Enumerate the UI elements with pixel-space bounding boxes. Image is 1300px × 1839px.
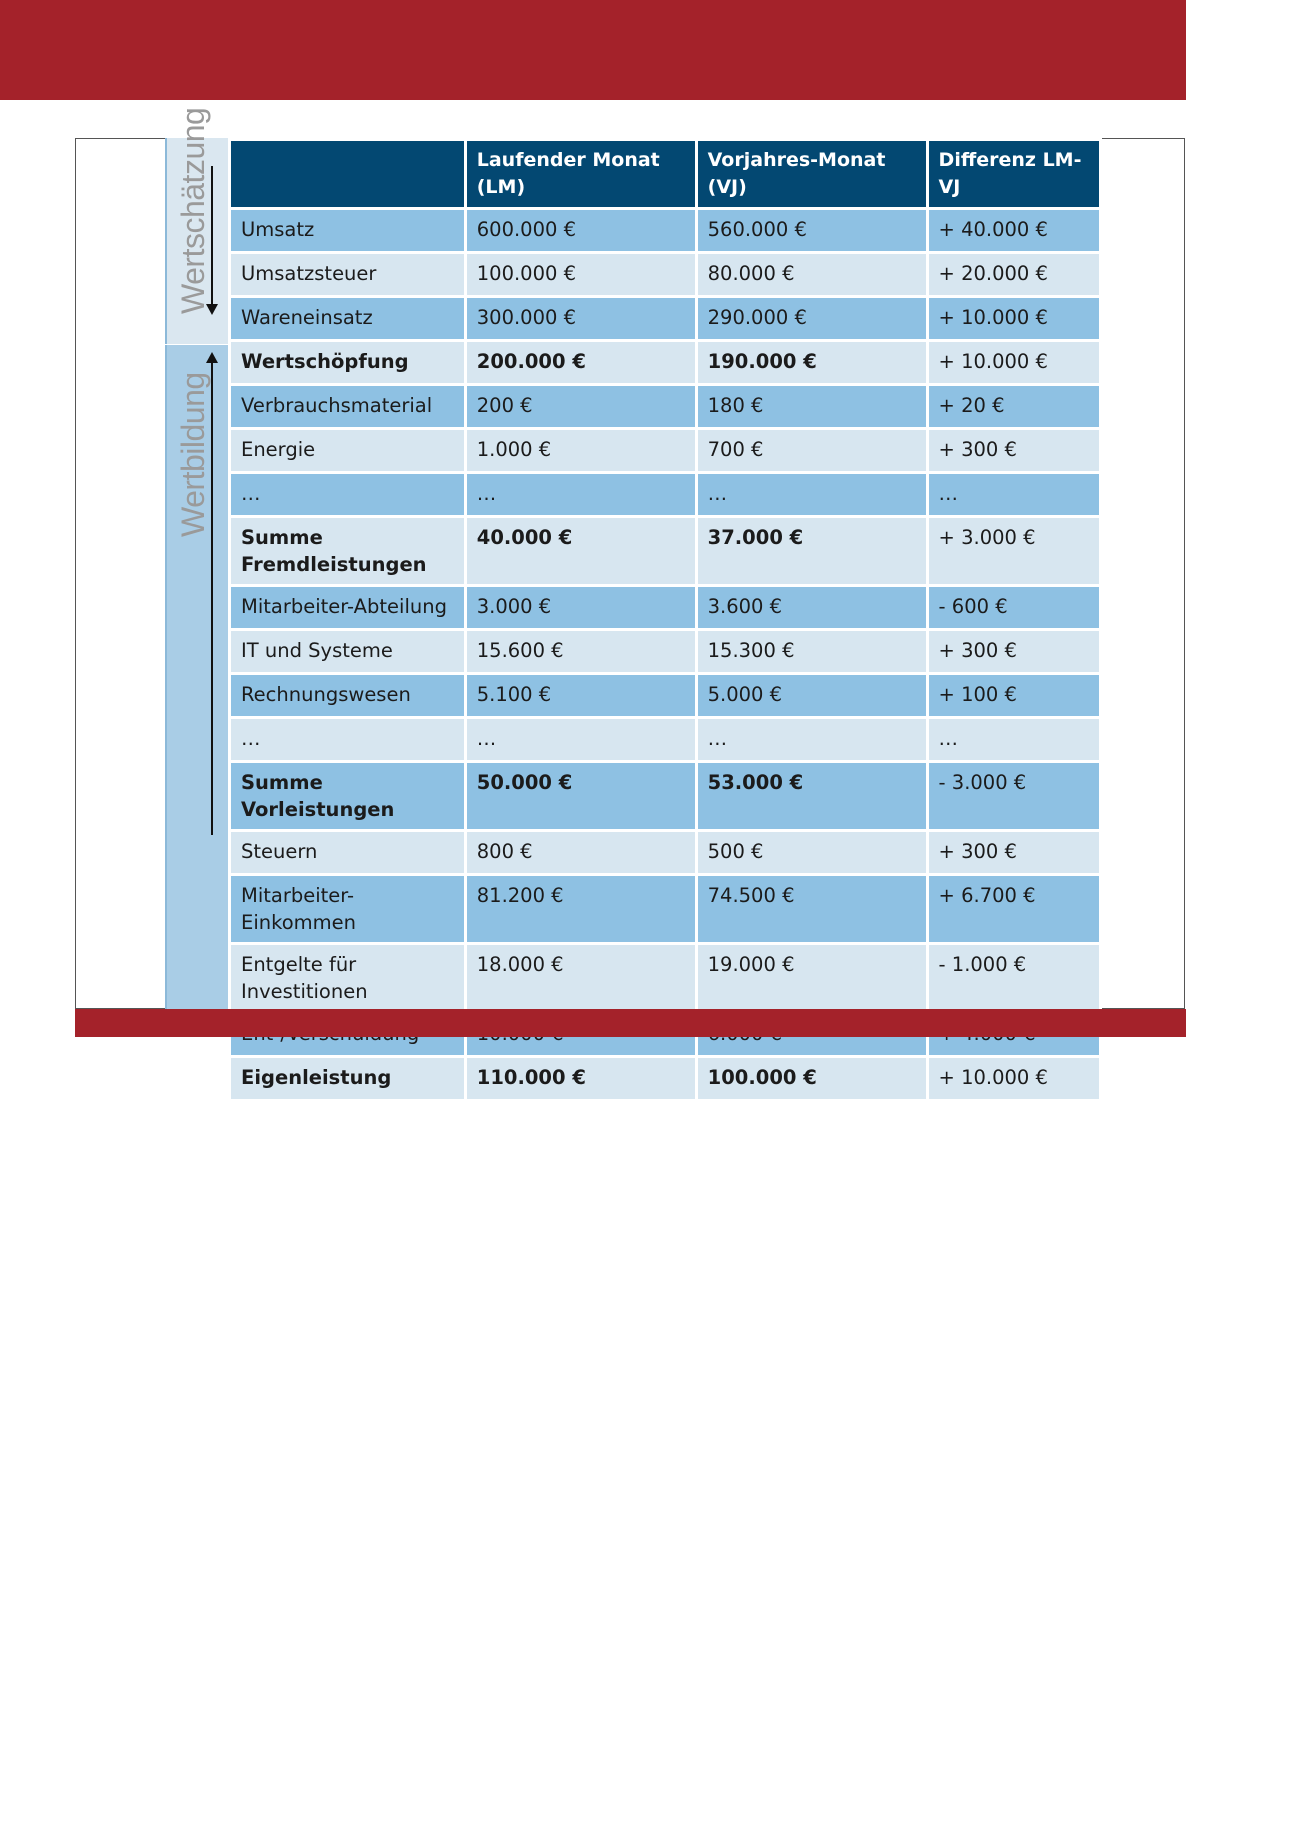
side-label-wertschaetzung: Wertschätzung xyxy=(175,107,211,314)
row-label: Verbrauchsmaterial xyxy=(230,385,466,429)
table-row xyxy=(230,297,1101,341)
table-row xyxy=(230,517,1101,586)
cell-lm: … xyxy=(465,718,696,762)
side-column-wertschaetzung xyxy=(165,107,228,344)
cell-lm: 81.200 € xyxy=(465,875,696,944)
table-row xyxy=(230,674,1101,718)
cell-lm: 100.000 € xyxy=(465,253,696,297)
top-banner xyxy=(0,0,1186,100)
row-label: Summe Fremdleistungen xyxy=(230,517,466,586)
row-label: Mitarbeiter-Abteilung xyxy=(230,586,466,630)
cell-vj: 290.000 € xyxy=(696,297,927,341)
table-row xyxy=(230,1057,1101,1101)
cell-vj: 560.000 € xyxy=(696,209,927,253)
cell-vj: 500 € xyxy=(696,831,927,875)
cell-vj: 15.300 € xyxy=(696,630,927,674)
side-column-wertbildung xyxy=(165,345,228,1009)
cell-lm: 800 € xyxy=(465,831,696,875)
row-label: IT und Systeme xyxy=(230,630,466,674)
table-row xyxy=(230,630,1101,674)
header-row xyxy=(230,140,1101,209)
row-label: Umsatzsteuer xyxy=(230,253,466,297)
cell-diff: + 20.000 € xyxy=(927,253,1100,297)
cell-diff: + 3.000 € xyxy=(927,517,1100,586)
table-row xyxy=(230,209,1101,253)
bottom-banner xyxy=(75,1009,1186,1037)
table-row xyxy=(230,473,1101,517)
table-row xyxy=(230,762,1101,831)
cell-vj: 190.000 € xyxy=(696,341,927,385)
down-arrow-icon xyxy=(211,166,213,306)
cell-diff: + 300 € xyxy=(927,429,1100,473)
table-row xyxy=(230,831,1101,875)
cell-vj: 700 € xyxy=(696,429,927,473)
cell-vj: 80.000 € xyxy=(696,253,927,297)
cell-lm: 200.000 € xyxy=(465,341,696,385)
side-label-wertbildung: Wertbildung xyxy=(175,372,211,537)
cell-diff: + 40.000 € xyxy=(927,209,1100,253)
cell-diff: … xyxy=(927,718,1100,762)
table-row xyxy=(230,586,1101,630)
cell-diff: + 6.700 € xyxy=(927,875,1100,944)
cell-lm: 18.000 € xyxy=(465,944,696,1013)
header-cell-label xyxy=(230,140,466,209)
cell-diff: + 20 € xyxy=(927,385,1100,429)
cell-lm: 40.000 € xyxy=(465,517,696,586)
row-label: Wertschöpfung xyxy=(230,341,466,385)
table-row xyxy=(230,944,1101,1013)
cell-vj: 100.000 € xyxy=(696,1057,927,1101)
row-label: Eigenleistung xyxy=(230,1057,466,1101)
row-label: … xyxy=(230,718,466,762)
data-table xyxy=(228,138,1102,1102)
cell-vj: 19.000 € xyxy=(696,944,927,1013)
down-arrowhead-icon xyxy=(206,304,218,315)
row-label: Umsatz xyxy=(230,209,466,253)
row-label: Entgelte für Investitionen xyxy=(230,944,466,1013)
cell-diff: - 600 € xyxy=(927,586,1100,630)
cell-vj: 74.500 € xyxy=(696,875,927,944)
table-row xyxy=(230,341,1101,385)
cell-diff: - 3.000 € xyxy=(927,762,1100,831)
cell-lm: 200 € xyxy=(465,385,696,429)
table-row xyxy=(230,875,1101,944)
cell-vj: 3.600 € xyxy=(696,586,927,630)
cell-lm: 3.000 € xyxy=(465,586,696,630)
row-label: Energie xyxy=(230,429,466,473)
cell-lm: … xyxy=(465,473,696,517)
row-label: Mitarbeiter-Einkommen xyxy=(230,875,466,944)
cell-lm: 110.000 € xyxy=(465,1057,696,1101)
header-cell-lm: Laufender Monat (LM) xyxy=(465,140,696,209)
cell-diff: + 10.000 € xyxy=(927,1057,1100,1101)
cell-diff: - 1.000 € xyxy=(927,944,1100,1013)
cell-vj: 180 € xyxy=(696,385,927,429)
row-label: … xyxy=(230,473,466,517)
cell-vj: … xyxy=(696,473,927,517)
cell-diff: + 10.000 € xyxy=(927,297,1100,341)
cell-lm: 1.000 € xyxy=(465,429,696,473)
row-label: Rechnungswesen xyxy=(230,674,466,718)
cell-diff: + 100 € xyxy=(927,674,1100,718)
table-row xyxy=(230,253,1101,297)
table-row xyxy=(230,429,1101,473)
header-cell-vj: Vorjahres-Monat (VJ) xyxy=(696,140,927,209)
cell-lm: 5.100 € xyxy=(465,674,696,718)
table-row xyxy=(230,385,1101,429)
cell-vj: 37.000 € xyxy=(696,517,927,586)
cell-diff: … xyxy=(927,473,1100,517)
up-arrow-icon xyxy=(211,362,213,835)
cell-lm: 15.600 € xyxy=(465,630,696,674)
cell-lm: 300.000 € xyxy=(465,297,696,341)
row-label: Summe Vorleistungen xyxy=(230,762,466,831)
cell-vj: 5.000 € xyxy=(696,674,927,718)
row-label: Steuern xyxy=(230,831,466,875)
header-cell-diff: Differenz LM-VJ xyxy=(927,140,1100,209)
cell-lm: 600.000 € xyxy=(465,209,696,253)
cell-diff: + 300 € xyxy=(927,630,1100,674)
row-label: Wareneinsatz xyxy=(230,297,466,341)
cell-diff: + 300 € xyxy=(927,831,1100,875)
cell-vj: … xyxy=(696,718,927,762)
cell-lm: 50.000 € xyxy=(465,762,696,831)
table-row xyxy=(230,718,1101,762)
cell-diff: + 10.000 € xyxy=(927,341,1100,385)
cell-vj: 53.000 € xyxy=(696,762,927,831)
